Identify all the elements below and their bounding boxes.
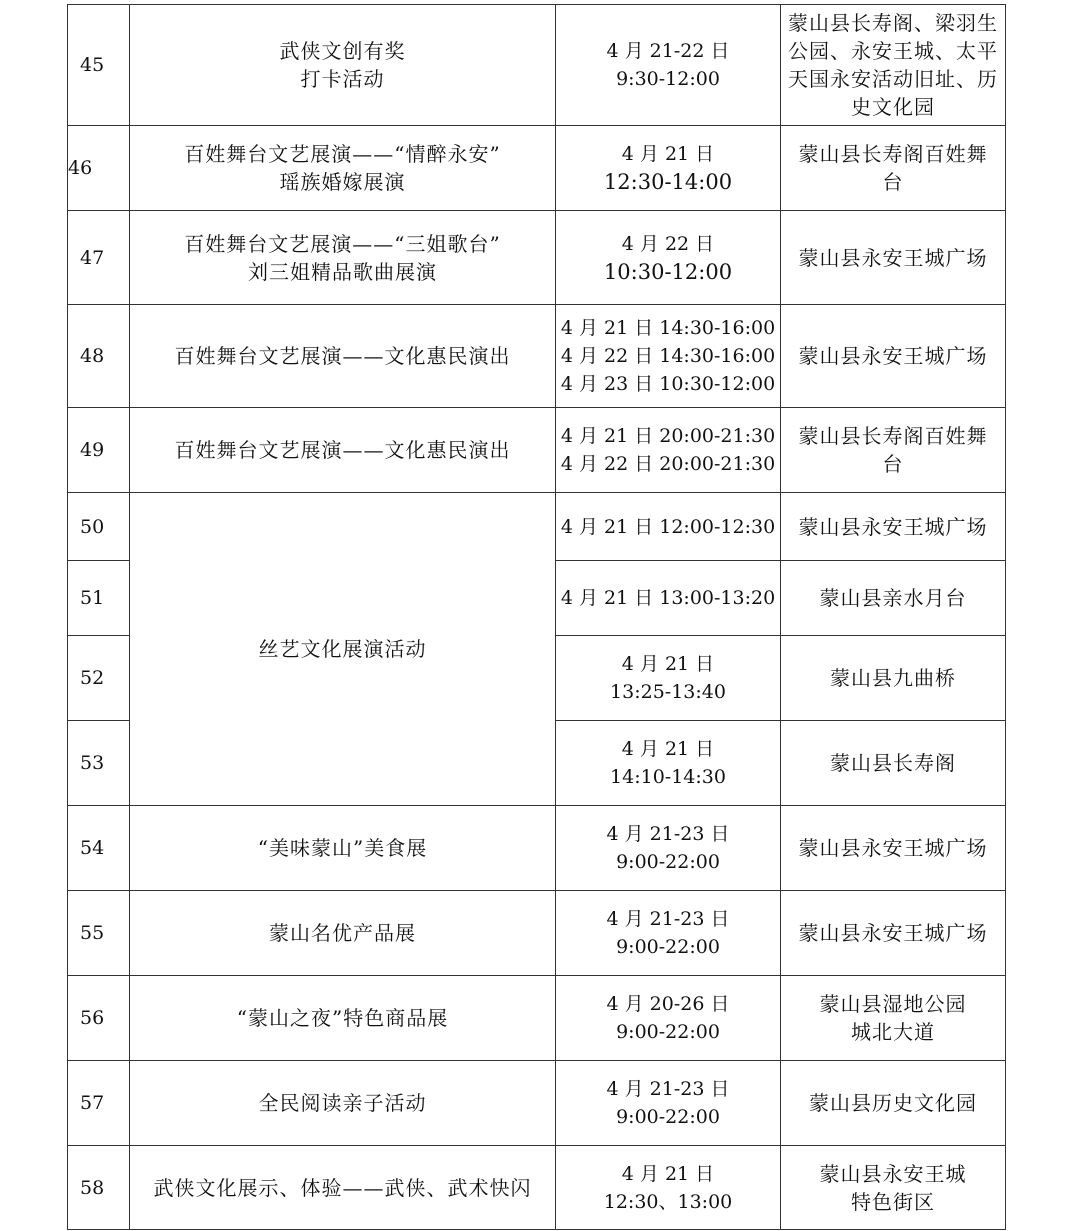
- event-name: 武侠文创有奖 打卡活动: [130, 5, 556, 126]
- event-time: 4 月 21 日 20:00-21:30 4 月 22 日 20:00-21:30: [556, 408, 781, 493]
- event-time: 4 月 22 日 10:30-12:00: [556, 211, 781, 305]
- event-time: 4 月 21-23 日 9:00-22:00: [556, 1061, 781, 1146]
- event-name: 百姓舞台文艺展演——文化惠民演出: [130, 408, 556, 493]
- event-venue: 蒙山县永安王城广场: [781, 806, 1006, 891]
- event-venue: 蒙山县长寿阁、梁羽生 公园、永安王城、太平 天国永安活动旧址、历 史文化园: [781, 5, 1006, 126]
- event-name: 蒙山名优产品展: [130, 891, 556, 976]
- table-row: [68, 1061, 1006, 1146]
- row-number: 54: [68, 806, 130, 891]
- event-name: “美味蒙山”美食展: [130, 806, 556, 891]
- event-venue: 蒙山县永安王城广场: [781, 493, 1006, 561]
- event-venue: 蒙山县长寿阁: [781, 721, 1006, 806]
- event-venue: 蒙山县亲水月台: [781, 561, 1006, 636]
- event-time: 4 月 21 日 14:10-14:30: [556, 721, 781, 806]
- table-row: [68, 408, 1006, 493]
- table-row: [68, 5, 1006, 126]
- row-number: 50: [68, 493, 130, 561]
- row-number: 45: [68, 5, 130, 126]
- row-number: 49: [68, 408, 130, 493]
- event-time: 4 月 21 日 13:25-13:40: [556, 636, 781, 721]
- row-number: 58: [68, 1146, 130, 1230]
- row-number: 55: [68, 891, 130, 976]
- table-row: [68, 126, 1006, 211]
- row-number: 46: [68, 126, 130, 211]
- row-number: 51: [68, 561, 130, 636]
- event-name: 武侠文化展示、体验——武侠、武术快闪: [130, 1146, 556, 1230]
- row-number: 56: [68, 976, 130, 1061]
- event-venue: 蒙山县永安王城广场: [781, 211, 1006, 305]
- schedule-table: [67, 4, 1006, 1230]
- event-name: 全民阅读亲子活动: [130, 1061, 556, 1146]
- event-time: 4 月 21 日 12:00-12:30: [556, 493, 781, 561]
- table-row: [68, 976, 1006, 1061]
- event-time: 4 月 21 日 12:30-14:00: [556, 126, 781, 211]
- row-number: 57: [68, 1061, 130, 1146]
- table-row: [68, 305, 1006, 408]
- event-time: 4 月 21 日 12:30、13:00: [556, 1146, 781, 1230]
- event-name: 百姓舞台文艺展演——文化惠民演出: [130, 305, 556, 408]
- row-number: 47: [68, 211, 130, 305]
- event-name: “蒙山之夜”特色商品展: [130, 976, 556, 1061]
- table-row: [68, 891, 1006, 976]
- row-number: 48: [68, 305, 130, 408]
- event-time: 4 月 21-22 日 9:30-12:00: [556, 5, 781, 126]
- event-name: 百姓舞台文艺展演——“情醉永安” 瑶族婚嫁展演: [130, 126, 556, 211]
- event-time: 4 月 21-23 日 9:00-22:00: [556, 806, 781, 891]
- row-number: 53: [68, 721, 130, 806]
- event-time: 4 月 21-23 日 9:00-22:00: [556, 891, 781, 976]
- event-venue: 蒙山县永安王城广场: [781, 891, 1006, 976]
- event-venue: 蒙山县长寿阁百姓舞 台: [781, 408, 1006, 493]
- row-number: 52: [68, 636, 130, 721]
- event-time: 4 月 21 日 14:30-16:00 4 月 22 日 14:30-16:00 4 月 23 日 10:30-12:00: [556, 305, 781, 408]
- event-venue: 蒙山县永安王城广场: [781, 305, 1006, 408]
- event-time: 4 月 21 日 13:00-13:20: [556, 561, 781, 636]
- table-row: [68, 1146, 1006, 1230]
- event-venue: 蒙山县九曲桥: [781, 636, 1006, 721]
- event-venue: 蒙山县历史文化园: [781, 1061, 1006, 1146]
- table-row: [68, 493, 1006, 561]
- event-venue: 蒙山县永安王城 特色街区: [781, 1146, 1006, 1230]
- event-venue: 蒙山县湿地公园 城北大道: [781, 976, 1006, 1061]
- table-row: [68, 211, 1006, 305]
- event-name: 丝艺文化展演活动: [130, 493, 556, 806]
- event-time: 4 月 20-26 日 9:00-22:00: [556, 976, 781, 1061]
- event-venue: 蒙山县长寿阁百姓舞 台: [781, 126, 1006, 211]
- event-name: 百姓舞台文艺展演——“三姐歌台” 刘三姐精品歌曲展演: [130, 211, 556, 305]
- table-row: [68, 806, 1006, 891]
